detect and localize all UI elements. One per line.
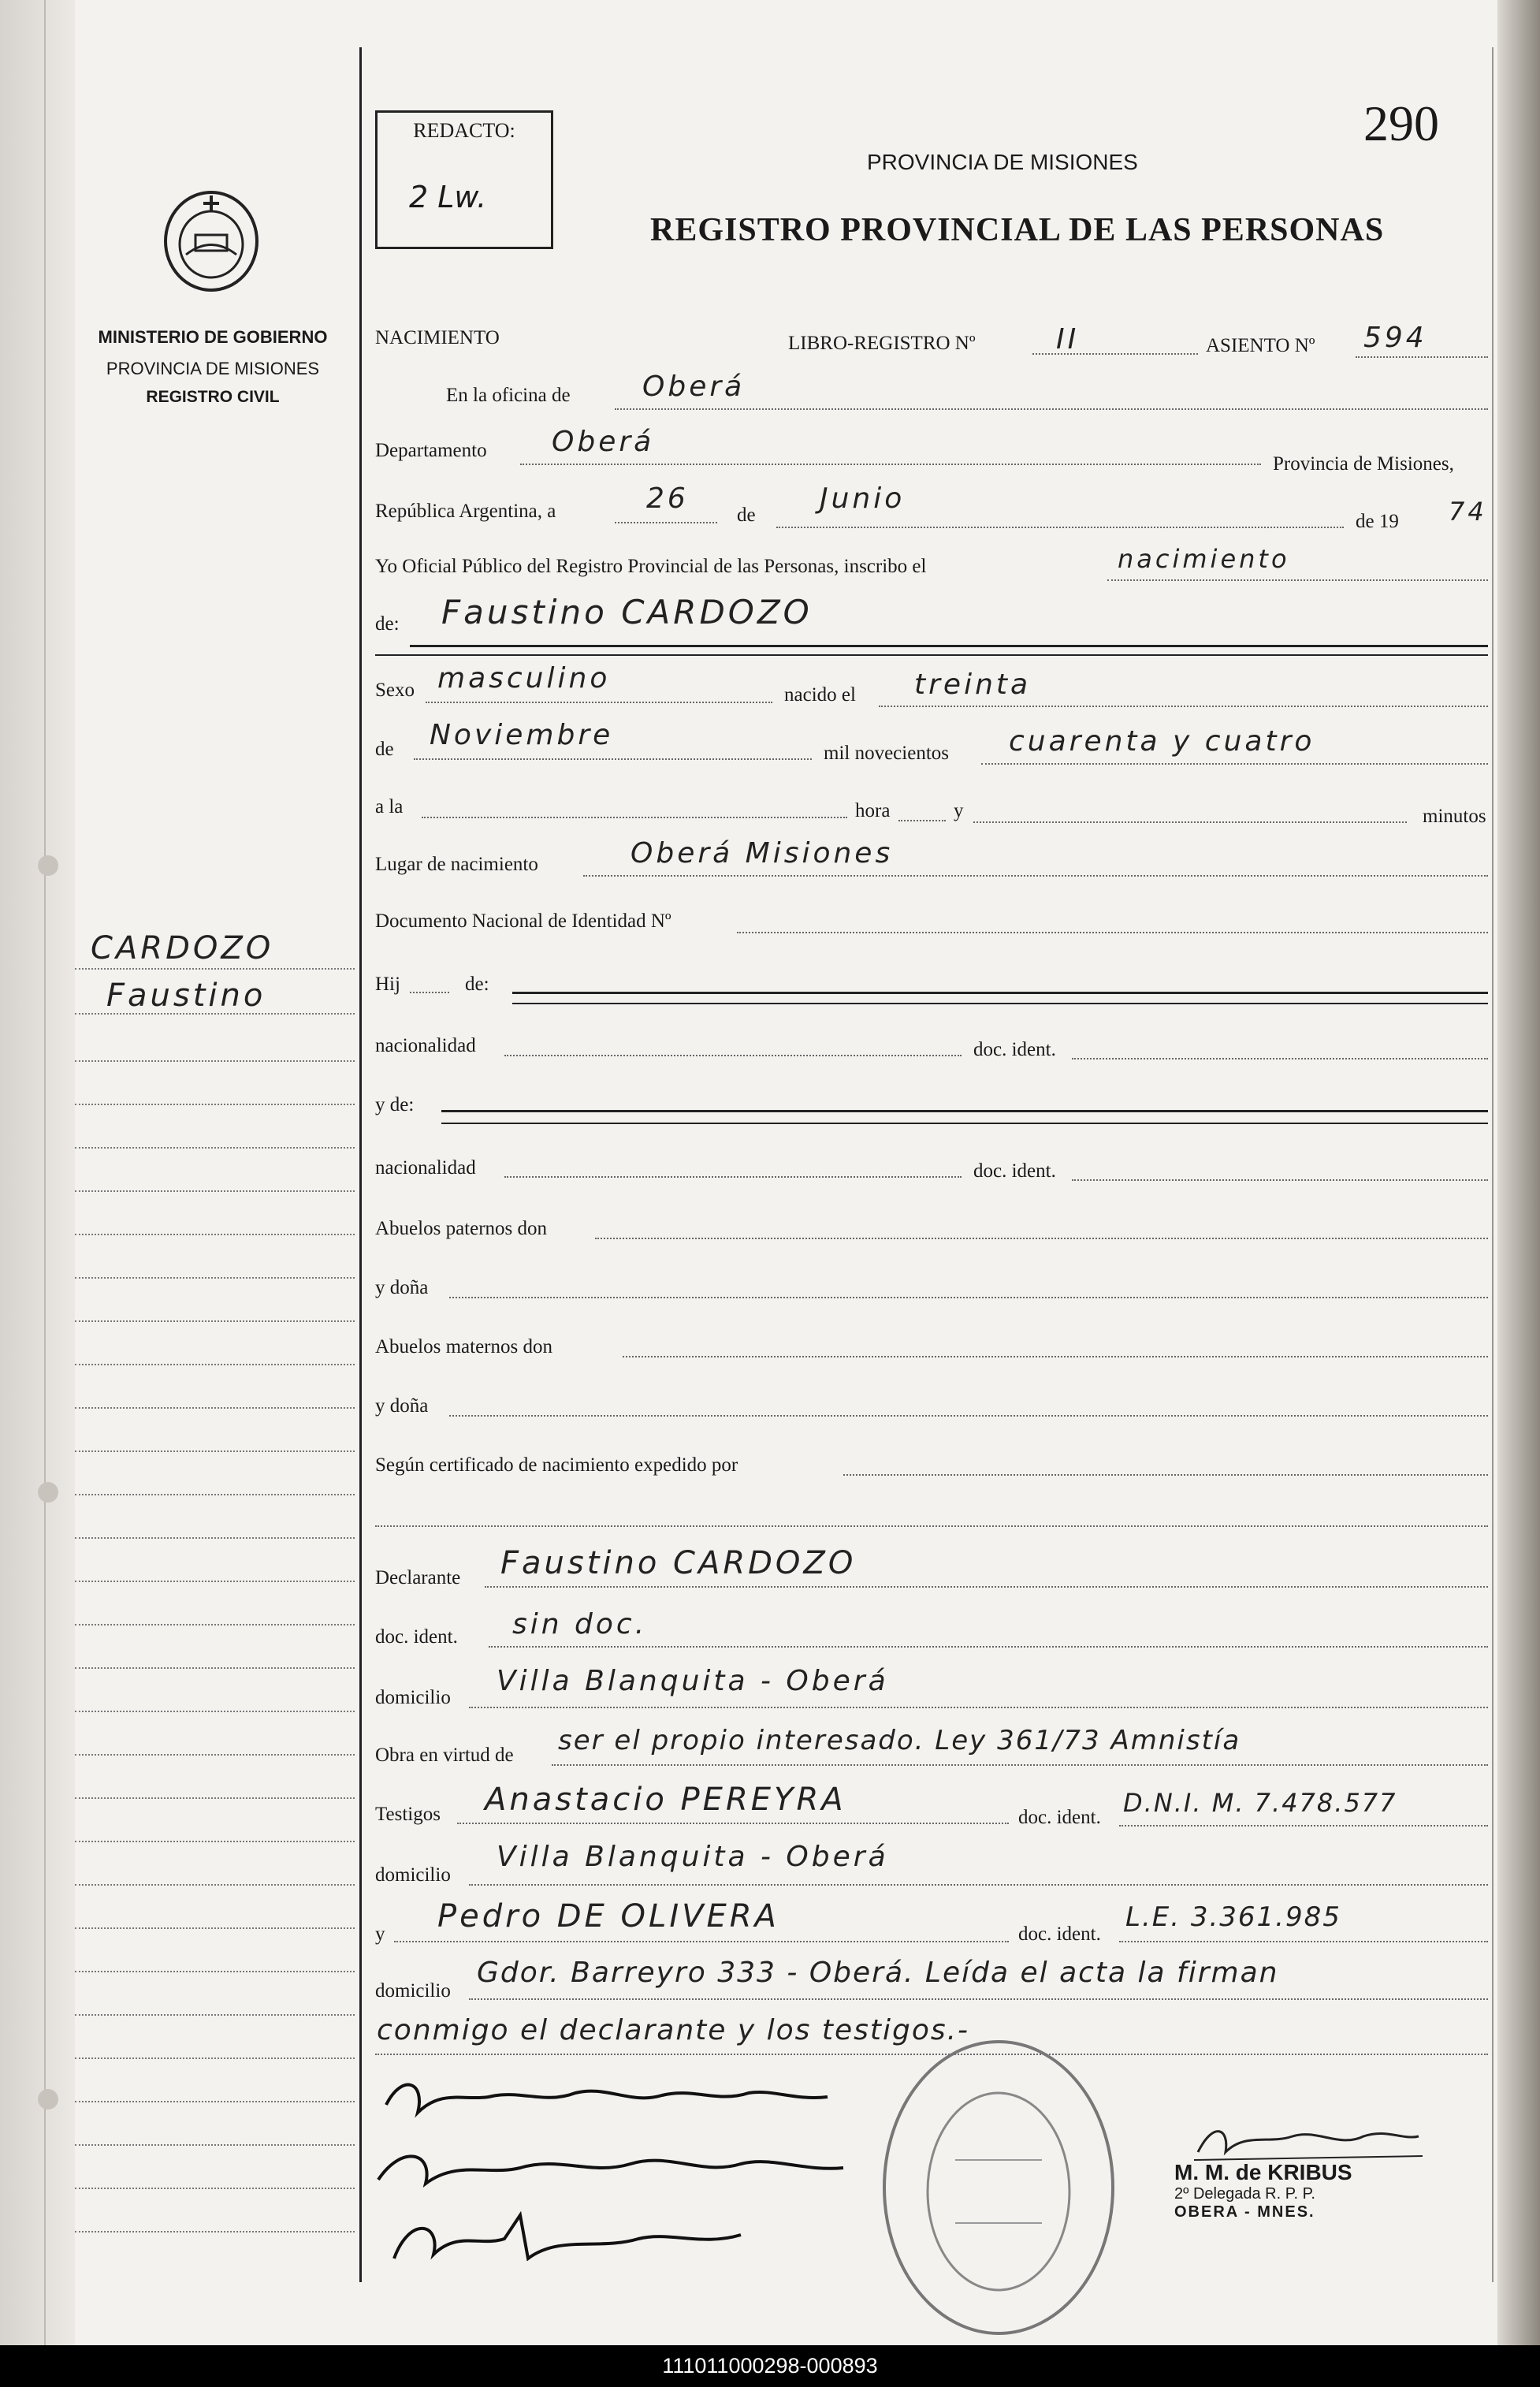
binding-edge (0, 0, 75, 2345)
fill-line (410, 992, 449, 993)
hij-label: Hij (375, 974, 400, 995)
margin-line (75, 1013, 355, 1015)
province-label: PROVINCIA DE MISIONES (106, 359, 320, 378)
fill-line (879, 706, 1488, 707)
redacto-value: 2 Lw. (409, 180, 487, 214)
departamento-label: Departamento (375, 440, 487, 461)
name-rule (375, 654, 1488, 656)
margin-line (75, 1624, 355, 1625)
lugar-label: Lugar de nacimiento (375, 854, 538, 875)
margin-line (75, 1581, 355, 1582)
margin-rule (359, 47, 362, 2282)
documento-label: Documento Nacional de Identidad Nº (375, 910, 671, 932)
margin-line (75, 1797, 355, 1799)
fill-line (422, 817, 847, 818)
fill-line (1119, 1825, 1488, 1827)
ministry-label: MINISTERIO DE GOBIERNO (98, 327, 328, 347)
sexo-label: Sexo (375, 680, 415, 701)
republica-label: República Argentina, a (375, 501, 556, 522)
witness-signatures (370, 2057, 859, 2278)
fill-line (469, 1707, 1488, 1708)
abuelos-paternos-label: Abuelos paternos don (375, 1218, 548, 1239)
fill-line (623, 1356, 1488, 1357)
margin-line (75, 1884, 355, 1886)
oficina-label: En la oficina de (446, 385, 571, 406)
margin-line (75, 1927, 355, 1929)
nombre-value: Faustino CARDOZO (441, 593, 813, 631)
de-colon-label: de: (375, 613, 400, 635)
nacimiento-label: NACIMIENTO (375, 327, 500, 348)
testigo1-value: Anastacio PEREYRA (485, 1782, 846, 1818)
margin-line (75, 1494, 355, 1495)
doc-ident-label: doc. ident. (1018, 1923, 1101, 1945)
fill-line (776, 527, 1344, 528)
fill-line (552, 1764, 1488, 1766)
y-dona-label: y doña (375, 1277, 429, 1298)
margin-line (75, 968, 355, 970)
testigo2-value: Pedro DE OLIVERA (437, 1898, 779, 1935)
page-number: 290 (1363, 95, 1439, 151)
declarante-dom-value: Villa Blanquita - Oberá (497, 1665, 889, 1697)
departamento-value: Oberá (552, 426, 655, 458)
margin-line (75, 1667, 355, 1669)
margin-line (75, 1190, 355, 1192)
hora-label: hora (855, 800, 891, 821)
asiento-value: 594 (1363, 322, 1427, 354)
obra-value: ser el propio interesado. Ley 361/73 Amnistía (558, 1725, 1241, 1756)
fill-line (583, 875, 1488, 877)
official-block (1174, 2160, 1352, 2221)
nacionalidad-label: nacionalidad (375, 1157, 476, 1179)
de-label: de (737, 505, 756, 526)
fill-line (449, 1415, 1488, 1417)
margin-line (75, 1450, 355, 1452)
domicilio-label: domicilio (375, 1980, 451, 2002)
minutos-label: minutos (1423, 806, 1486, 827)
parent-rule (441, 1110, 1488, 1112)
hij-de-label: de: (465, 974, 489, 995)
sexo-value: masculino (437, 662, 611, 695)
fill-line (520, 464, 1261, 465)
margin-line (75, 2231, 355, 2232)
binding-hole (38, 2089, 58, 2110)
fill-line (1107, 579, 1488, 581)
inscribo-value: nacimiento (1118, 544, 1290, 574)
fill-line (737, 932, 1488, 933)
provincia-label: Provincia de Misiones, (1273, 453, 1454, 475)
fill-line (1072, 1179, 1488, 1181)
fill-line (485, 1586, 1488, 1588)
testigo1-dom-value: Villa Blanquita - Oberá (497, 1841, 889, 1873)
fill-line (615, 522, 717, 523)
domicilio-label: domicilio (375, 1864, 451, 1886)
redacto-box (375, 110, 553, 249)
de-19-label: de 19 (1356, 511, 1399, 532)
margin-line (75, 1364, 355, 1365)
footer-code: 111011000298-000893 (0, 2345, 1540, 2387)
province-heading: PROVINCIA DE MISIONES (867, 150, 1138, 174)
fill-line (1119, 1941, 1488, 1942)
abuelos-maternos-label: Abuelos maternos don (375, 1336, 552, 1357)
redacto-label: REDACTO: (413, 119, 515, 142)
asiento-label: ASIENTO Nº (1206, 335, 1315, 356)
fill-line (1072, 1058, 1488, 1059)
fill-line (489, 1646, 1488, 1648)
mes-nac-value: Noviembre (430, 719, 614, 751)
province-seal-icon (156, 180, 266, 298)
y-dona-label: y doña (375, 1395, 429, 1417)
margin-line (75, 1841, 355, 1842)
lugar-value: Oberá Misiones (631, 837, 894, 870)
y-label: y (954, 800, 964, 821)
fill-line (469, 1998, 1488, 2000)
fill-line (898, 820, 946, 821)
doc-ident-label: doc. ident. (1018, 1807, 1101, 1828)
declarante-label: Declarante (375, 1567, 461, 1588)
de-mes-label: de (375, 739, 394, 760)
doc-ident-label: doc. ident. (973, 1039, 1056, 1060)
fill-line (843, 1474, 1488, 1476)
margin-line (75, 2014, 355, 2016)
fill-line (414, 758, 812, 760)
margin-line (75, 1147, 355, 1149)
mes-value: Junio (820, 482, 906, 515)
margin-line (75, 1537, 355, 1539)
page-right-edge (1497, 0, 1540, 2345)
margin-line (75, 1407, 355, 1409)
oficina-value: Oberá (642, 371, 746, 403)
fill-line (394, 1941, 1009, 1942)
official-place: OBERA - MNES. (1174, 2203, 1315, 2221)
fill-line (973, 821, 1407, 823)
registry-heading: REGISTRO PROVINCIAL DE LAS PERSONAS (650, 212, 1385, 248)
declarante-value: Faustino CARDOZO (500, 1545, 857, 1581)
margin-line (75, 2057, 355, 2059)
fill-line (981, 763, 1488, 765)
libro-value: II (1056, 323, 1080, 356)
anio-value: 74 (1449, 497, 1487, 527)
doc-ident-label: doc. ident. (375, 1626, 458, 1648)
margin-line (75, 2144, 355, 2146)
testigo2-doc-value: L.E. 3.361.985 (1125, 1901, 1341, 1933)
registry-label: REGISTRO CIVIL (146, 388, 280, 406)
y-small-label: y (375, 1923, 385, 1945)
margin-line (75, 1711, 355, 1712)
margin-line (75, 1060, 355, 1062)
margin-line (75, 1277, 355, 1279)
doc-ident-label: doc. ident. (973, 1160, 1056, 1182)
fill-line (449, 1297, 1488, 1298)
official-name: M. M. de KRIBUS (1174, 2160, 1352, 2184)
margin-surname: CARDOZO (91, 930, 274, 966)
fill-line (595, 1238, 1488, 1239)
fill-line (426, 702, 772, 703)
margin-line (75, 1234, 355, 1235)
mil-novecientos-label: mil novecientos (824, 743, 949, 764)
yo-oficial-label: Yo Oficial Público del Registro Provincial de las Personas, inscribo el (375, 556, 927, 577)
parent-rule (512, 1003, 1488, 1004)
fill-line (504, 1176, 962, 1178)
margin-given-name: Faustino (106, 978, 266, 1014)
y-de-label: y de: (375, 1094, 415, 1115)
libro-label: LIBRO-REGISTRO Nº (788, 333, 976, 354)
binding-hole (38, 855, 58, 876)
fill-line (504, 1055, 962, 1056)
parent-rule (441, 1123, 1488, 1124)
dia-value: 26 (646, 482, 689, 515)
fill-line (615, 408, 1488, 410)
official-role: 2º Delegada R. P. P. (1174, 2185, 1315, 2203)
domicilio-label: domicilio (375, 1687, 451, 1708)
margin-line (75, 1754, 355, 1756)
name-rule (410, 645, 1488, 647)
nacido-el-label: nacido el (784, 684, 856, 706)
segun-label: Según certificado de nacimiento expedido por (375, 1454, 738, 1476)
margin-line (75, 1104, 355, 1105)
parent-rule (512, 992, 1488, 994)
testigo2-dom-value: Gdor. Barreyro 333 - Oberá. Leída el acta la firman (477, 1957, 1279, 1989)
anio-nac-value: cuarenta y cuatro (1009, 725, 1315, 758)
margin-line (75, 1320, 355, 1322)
fill-line (469, 1884, 1488, 1886)
fill-line (1356, 356, 1488, 358)
official-stamp (876, 2034, 1121, 2341)
fill-line (457, 1823, 1009, 1824)
margin-line (75, 2188, 355, 2189)
obra-label: Obra en virtud de (375, 1745, 514, 1766)
margin-line (75, 2101, 355, 2102)
spine-line (44, 0, 46, 2345)
right-rule (1492, 47, 1494, 2282)
testigo1-doc-value: D.N.I. M. 7.478.577 (1123, 1788, 1397, 1818)
binding-hole (38, 1482, 58, 1503)
fill-line (375, 1525, 1488, 1527)
testigos-label: Testigos (375, 1804, 441, 1825)
nacido-el-value: treinta (914, 668, 1032, 701)
fill-line (1032, 353, 1198, 355)
margin-line (75, 1971, 355, 1972)
declarante-doc-value: sin doc. (512, 1608, 648, 1640)
nacionalidad-label: nacionalidad (375, 1035, 476, 1056)
a-la-label: a la (375, 796, 404, 817)
closing-value: conmigo el declarante y los testigos.- (377, 2014, 970, 2046)
